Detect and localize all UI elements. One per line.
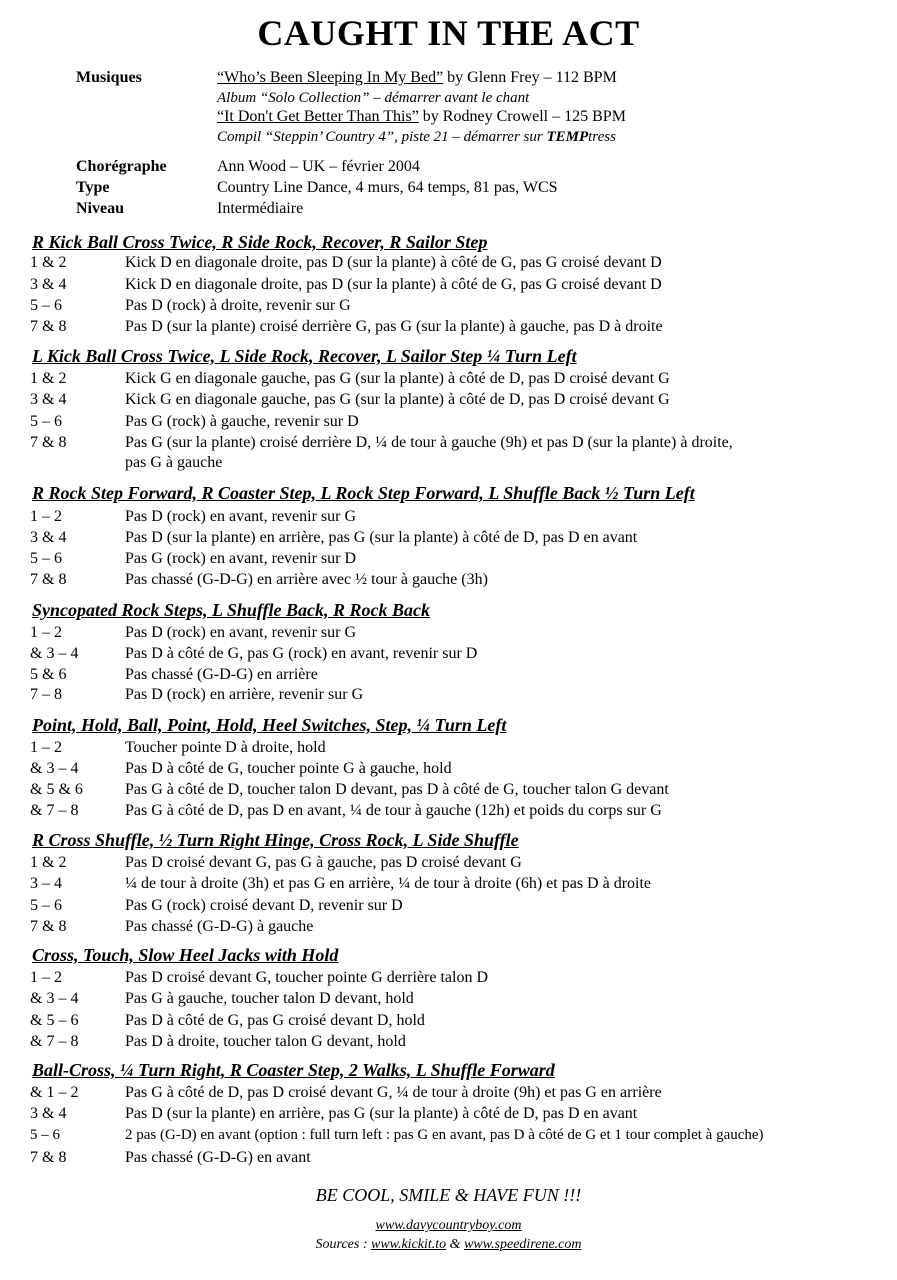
step-count: 1 – 2: [30, 508, 62, 525]
footer-slogan: BE COOL, SMILE & HAVE FUN !!!: [315, 1185, 582, 1205]
step-count: 5 – 6: [30, 1127, 60, 1143]
song2-line: [217, 107, 626, 127]
sources-label: Sources :: [315, 1237, 371, 1252]
source-link-kickit[interactable]: www.kickit.to: [370, 1237, 447, 1252]
step-count: 3 – 4: [30, 875, 62, 892]
step-desc: Pas D croisé devant G, pas G à gauche, pas D croisé devant G: [125, 854, 522, 871]
step-count: 1 & 2: [30, 854, 67, 871]
footer-sources: [0, 1237, 897, 1253]
step-count: 7 & 8: [30, 571, 67, 588]
step-desc: Pas G à côté de D, pas D en avant, ¼ de tour à gauche (12h) et poids du corps sur G: [125, 802, 662, 819]
song1-title: “Who’s Been Sleeping In My Bed”: [217, 69, 444, 86]
step-count: & 3 – 4: [30, 645, 79, 662]
step-count: & 7 – 8: [30, 802, 79, 819]
step-desc: Pas D à côté de G, pas G (rock) en avant, revenir sur D: [125, 645, 478, 662]
step-count: 3 & 4: [30, 391, 67, 408]
song2-note-end: tress: [588, 129, 616, 145]
song2-note-bold: TEMP: [546, 129, 589, 145]
step-desc-line: Pas G (sur la plante) croisé derrière D, ¼ de tour à gauche (9h) et pas D (sur la plante) à droite,: [125, 434, 733, 451]
step-desc: Pas D (sur la plante) croisé derrière G, pas G (sur la plante) à gauche, pas D à droite: [125, 318, 663, 335]
step-desc: Pas D (sur la plante) en arrière, pas G (sur la plante) à côté de D, pas D en avant: [125, 529, 638, 546]
step-count: 3 & 4: [30, 276, 67, 293]
step-desc: Pas G (rock) à gauche, revenir sur D: [125, 413, 359, 430]
step-count: 1 & 2: [30, 254, 67, 271]
step-count: 1 & 2: [30, 370, 67, 387]
step-count: 7 & 8: [30, 918, 67, 935]
step-desc: [125, 434, 733, 472]
step-desc: Pas G à gauche, toucher talon D devant, hold: [125, 990, 414, 1007]
step-desc: ¼ de tour à droite (3h) et pas G en arrière, ¼ de tour à droite (6h) et pas D à droite: [125, 875, 652, 892]
step-count: & 7 – 8: [30, 1033, 79, 1050]
step-desc: Pas D (rock) en avant, revenir sur G: [125, 508, 357, 525]
footer-website: [0, 1218, 897, 1234]
step-count: 5 – 6: [30, 297, 62, 314]
step-count: 5 – 6: [30, 413, 62, 430]
step-desc: Kick G en diagonale gauche, pas G (sur la plante) à côté de D, pas D croisé devant G: [125, 370, 670, 387]
step-count: 7 & 8: [30, 434, 67, 451]
step-count: & 1 – 2: [30, 1084, 79, 1101]
type-label: Type: [76, 179, 110, 196]
section-title: L Kick Ball Cross Twice, L Side Rock, Recover, L Sailor Step ¼ Turn Left: [32, 346, 577, 366]
step-desc: Pas chassé (G-D-G) à gauche: [125, 918, 314, 935]
step-desc: Kick D en diagonale droite, pas D (sur la plante) à côté de G, pas G croisé devant D: [125, 276, 662, 293]
section-title: R Rock Step Forward, R Coaster Step, L Rock Step Forward, L Shuffle Back ½ Turn Left: [32, 483, 695, 503]
page-title: CAUGHT IN THE ACT: [257, 13, 640, 53]
step-count: 1 – 2: [30, 969, 62, 986]
step-desc: Pas G (rock) en avant, revenir sur D: [125, 550, 357, 567]
section-title: Point, Hold, Ball, Point, Hold, Heel Switches, Step, ¼ Turn Left: [32, 715, 507, 735]
website-link[interactable]: www.davycountryboy.com: [375, 1218, 522, 1233]
section-title: Syncopated Rock Steps, L Shuffle Back, R Rock Back: [32, 600, 430, 620]
source-link-speedirene[interactable]: www.speedirene.com: [464, 1237, 582, 1252]
step-count: 7 & 8: [30, 318, 67, 335]
step-count: 3 & 4: [30, 1105, 67, 1122]
chore-label: Chorégraphe: [76, 158, 167, 175]
section-title: R Cross Shuffle, ½ Turn Right Hinge, Cross Rock, L Side Shuffle: [32, 830, 519, 850]
step-desc: Kick D en diagonale droite, pas D (sur la plante) à côté de G, pas G croisé devant D: [125, 254, 662, 271]
step-desc: Pas G à côté de D, toucher talon D devant, pas D à côté de G, toucher talon G devant: [125, 781, 669, 798]
chore-value: Ann Wood – UK – février 2004: [217, 158, 420, 175]
type-value: Country Line Dance, 4 murs, 64 temps, 81 pas, WCS: [217, 179, 558, 196]
step-count: 7 – 8: [30, 686, 62, 703]
step-count: 1 – 2: [30, 739, 62, 756]
musiques-label: Musiques: [76, 69, 142, 86]
step-desc: Pas D à côté de G, pas G croisé devant D, hold: [125, 1012, 425, 1029]
section-title: Ball-Cross, ¼ Turn Right, R Coaster Step, 2 Walks, L Shuffle Forward: [32, 1060, 555, 1080]
sources-amp: &: [446, 1237, 465, 1252]
step-desc: Pas D (rock) en avant, revenir sur G: [125, 624, 357, 641]
step-desc: Pas chassé (G-D-G) en arrière: [125, 666, 318, 683]
step-count: 5 – 6: [30, 550, 62, 567]
step-count: 1 – 2: [30, 624, 62, 641]
section-title: R Kick Ball Cross Twice, R Side Rock, Recover, R Sailor Step: [32, 232, 488, 252]
song1-line: [217, 68, 617, 88]
step-desc: Pas D à côté de G, toucher pointe G à gauche, hold: [125, 760, 452, 777]
step-desc: Pas D (rock) en arrière, revenir sur G: [125, 686, 364, 703]
level-label: Niveau: [76, 200, 124, 217]
step-desc: Pas G (rock) croisé devant D, revenir sur D: [125, 897, 403, 914]
step-count: & 5 – 6: [30, 1012, 79, 1029]
step-desc: Pas D (sur la plante) en arrière, pas G (sur la plante) à côté de D, pas D en avant: [125, 1105, 638, 1122]
song1-note: Album “Solo Collection” – démarrer avant le chant: [217, 90, 530, 106]
step-desc: Toucher pointe D à droite, hold: [125, 739, 326, 756]
step-count: 3 & 4: [30, 529, 67, 546]
song2-note-text: Compil “Steppin’ Country 4”, piste 21 – démarrer sur: [217, 129, 547, 145]
song1-details: by Glenn Frey – 112 BPM: [443, 69, 617, 86]
song2-title: “It Don't Get Better Than This”: [217, 108, 419, 125]
section-title: Cross, Touch, Slow Heel Jacks with Hold: [32, 945, 339, 965]
step-count: & 3 – 4: [30, 990, 79, 1007]
meta-block: [76, 68, 836, 218]
step-count: 5 – 6: [30, 897, 62, 914]
step-desc: Pas D à droite, toucher talon G devant, hold: [125, 1033, 406, 1050]
step-desc: Pas D (rock) à droite, revenir sur G: [125, 297, 351, 314]
step-count: 5 & 6: [30, 666, 67, 683]
step-count: & 3 – 4: [30, 760, 79, 777]
step-count: 7 & 8: [30, 1149, 67, 1166]
song2-note: [217, 127, 616, 147]
level-value: Intermédiaire: [217, 200, 304, 217]
step-desc: 2 pas (G-D) en avant (option : full turn left : pas G en avant, pas D à côté de G et 1 tour complet à gauche): [125, 1127, 764, 1143]
step-desc: Pas D croisé devant G, toucher pointe G derrière talon D: [125, 969, 488, 986]
step-desc: Pas chassé (G-D-G) en avant: [125, 1149, 311, 1166]
song2-details: by Rodney Crowell – 125 BPM: [418, 108, 626, 125]
step-desc: Pas G à côté de D, pas D croisé devant G, ¼ de tour à droite (9h) et pas G en arrière: [125, 1084, 662, 1101]
step-desc: Pas chassé (G-D-G) en arrière avec ½ tour à gauche (3h): [125, 571, 488, 588]
step-count: & 5 & 6: [30, 781, 83, 798]
step-desc-cont: pas G à gauche: [125, 454, 223, 471]
step-desc: Kick G en diagonale gauche, pas G (sur la plante) à côté de D, pas D croisé devant G: [125, 391, 670, 408]
